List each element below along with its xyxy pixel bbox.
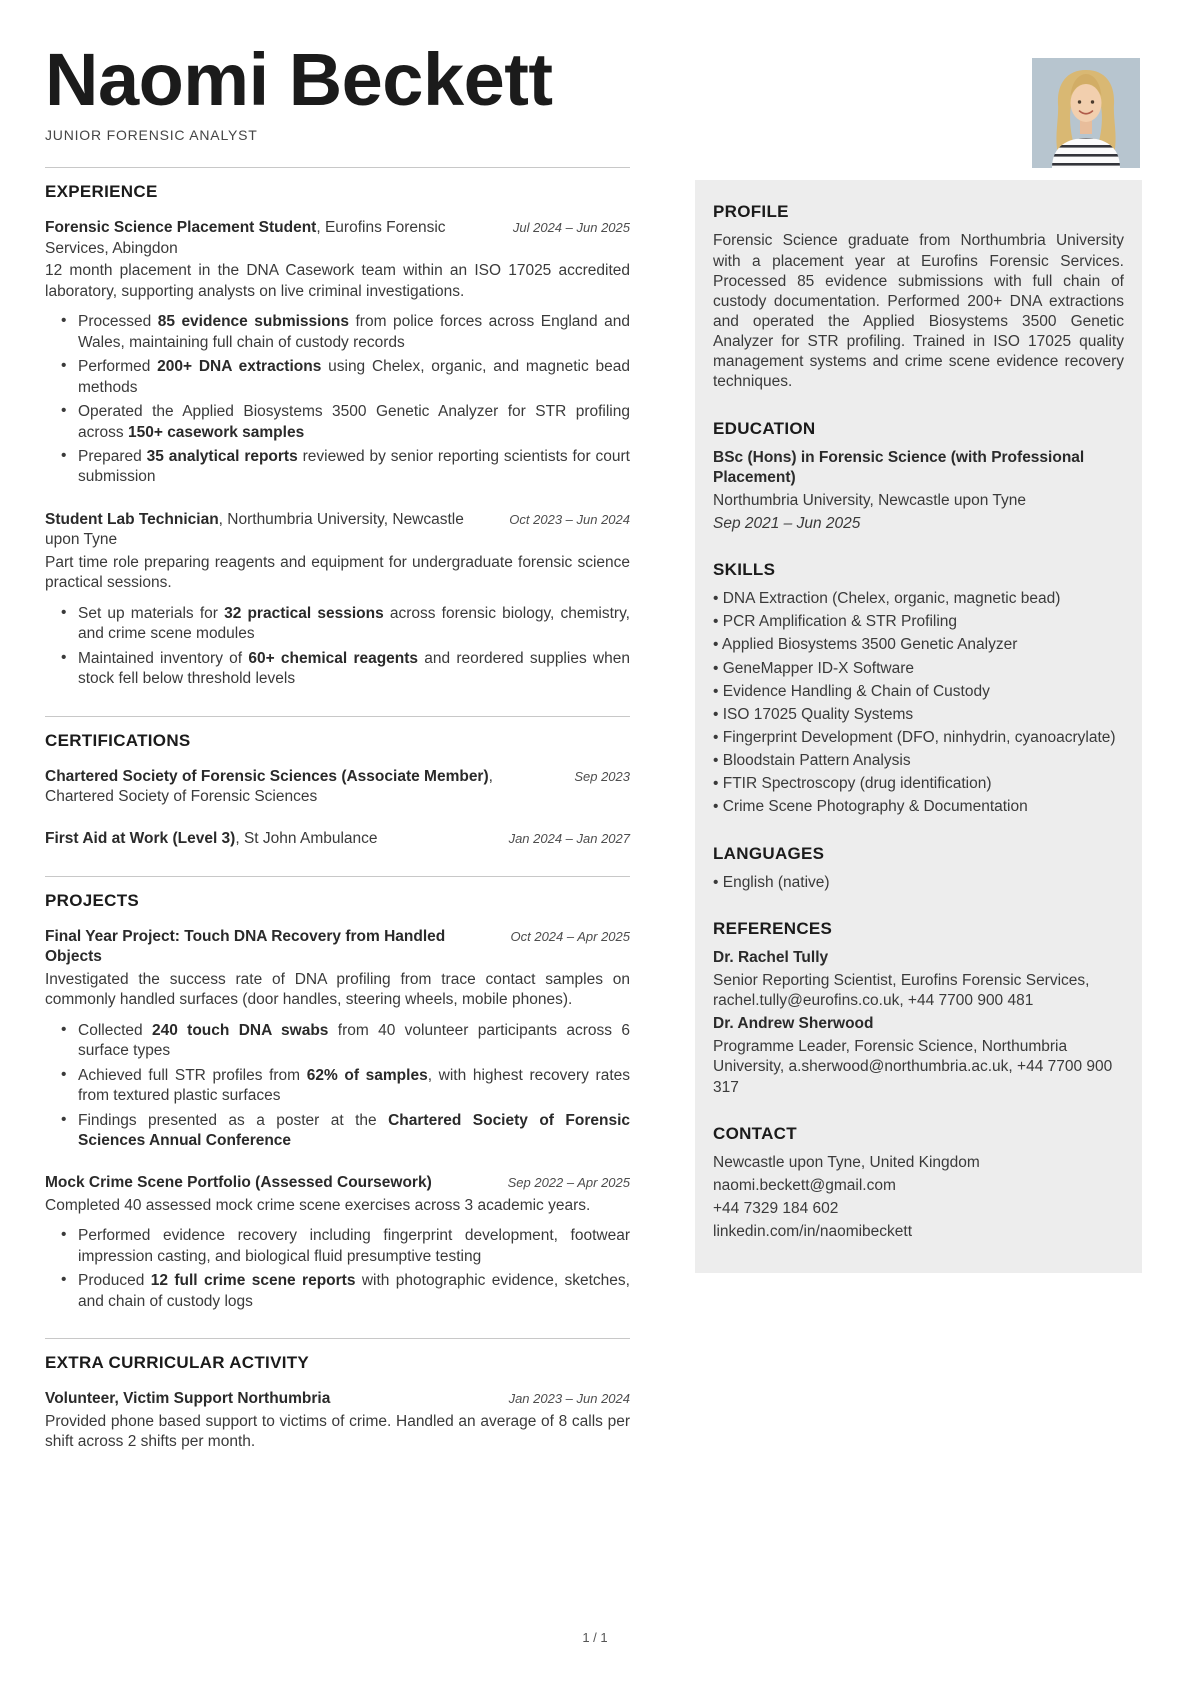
- sidebar-section-references: [713, 919, 1124, 1098]
- bullet-item: [45, 312, 630, 353]
- sidebar-text: BSc (Hons) in Forensic Science (with Professional Placement): [713, 448, 1085, 486]
- portrait-illustration: [1032, 58, 1140, 168]
- bullet-item: [45, 1111, 630, 1152]
- bullet-marker: •: [61, 1020, 67, 1038]
- sidebar-text: Programme Leader, Forensic Science, Northumbria University, a.sherwood@northumbria.ac.uk, +44 7700 900 317: [713, 1038, 1113, 1096]
- entry-header: [45, 829, 630, 849]
- section-heading: CERTIFICATIONS: [45, 730, 191, 750]
- bullet-text: Performed 200+ DNA extractions using Chelex, organic, and magnetic bead methods: [78, 358, 631, 396]
- bullet-marker: •: [61, 648, 67, 666]
- entry: [45, 1173, 630, 1312]
- sidebar-heading: SKILLS: [713, 560, 776, 580]
- bullet-marker: •: [61, 603, 67, 621]
- bullet-item: [45, 447, 630, 488]
- entry: [45, 1389, 630, 1452]
- bullet-marker: •: [61, 447, 67, 464]
- section-divider: [45, 876, 630, 877]
- sidebar-heading: PROFILE: [713, 202, 789, 222]
- entry-date: Oct 2024 – Apr 2025: [510, 928, 630, 944]
- list-item: • ISO 17025 Quality Systems: [713, 705, 914, 723]
- list-item: • Crime Scene Photography & Documentation: [713, 798, 1028, 816]
- page-footer: [0, 1630, 1190, 1645]
- sidebar-section-languages: [713, 844, 1124, 893]
- sidebar-section-education: [713, 419, 1124, 535]
- bullet-item: [45, 649, 630, 690]
- section-experience: [45, 167, 630, 689]
- bullet-marker: •: [61, 312, 67, 330]
- section-extra-curricular-activity: [45, 1338, 630, 1452]
- bullet-marker: •: [61, 357, 67, 375]
- bullet-item: [45, 1271, 630, 1312]
- bullet-text: Set up materials for 32 practical sessions across forensic biology, chemistry, and crime scene modules: [78, 604, 630, 643]
- entry-date: Jan 2023 – Jun 2024: [508, 1391, 630, 1407]
- sidebar-text: Forensic Science graduate from Northumbria University with a placement year at Eurofins Forensic Services. Processed 85 evidence submissions with full chain of custody documentation. Performed 200+ DNA extractions and operated the Applied Biosystems 3500 Genetic Analyzer for STR profiling. Trained in ISO 17025 quality management systems and crime scene evidence recovery techniques.: [713, 232, 1124, 391]
- bullet-list: [45, 604, 630, 690]
- bullet-marker: •: [61, 402, 67, 420]
- section-projects: [45, 876, 630, 1312]
- entry-title: Mock Crime Scene Portfolio (Assessed Coursework): [45, 1174, 432, 1192]
- sidebar-section-profile: [713, 202, 1124, 392]
- list-item: • English (native): [713, 873, 830, 891]
- person-name: Naomi Beckett: [45, 38, 553, 121]
- bullet-item: [45, 1066, 630, 1107]
- profile-photo: [1032, 58, 1140, 168]
- sidebar-heading: REFERENCES: [713, 918, 833, 938]
- entry-title: Chartered Society of Forensic Sciences (Associate Member), Chartered Society of Forensic Sciences: [45, 767, 493, 805]
- entry-title: Student Lab Technician, Northumbria University, Newcastle upon Tyne: [45, 510, 464, 549]
- sidebar-text: Northumbria University, Newcastle upon Tyne: [713, 491, 1027, 509]
- sidebar-heading: LANGUAGES: [713, 843, 825, 863]
- entry-title: First Aid at Work (Level 3), St John Ambulance: [45, 830, 378, 848]
- entry-title: Forensic Science Placement Student, Eurofins Forensic Services, Abingdon: [45, 219, 446, 257]
- entry-title: Final Year Project: Touch DNA Recovery from Handled Objects: [45, 927, 446, 966]
- list-item: • PCR Amplification & STR Profiling: [713, 613, 958, 631]
- bullet-marker: •: [61, 1110, 67, 1128]
- bullet-marker: •: [61, 1271, 67, 1289]
- entry-date: Sep 2023: [574, 768, 630, 784]
- bullet-item: [45, 402, 630, 443]
- sidebar-heading: CONTACT: [713, 1123, 797, 1143]
- list-item: • DNA Extraction (Chelex, organic, magnetic bead): [713, 590, 1061, 608]
- list-item: • Fingerprint Development (DFO, ninhydrin, cyanoacrylate): [713, 729, 1116, 746]
- sidebar-heading: EDUCATION: [713, 418, 816, 438]
- entry-date: Jul 2024 – Jun 2025: [512, 220, 630, 236]
- job-title: JUNIOR FORENSIC ANALYST: [45, 127, 258, 144]
- sidebar: [695, 180, 1142, 1273]
- bullet-text: Collected 240 touch DNA swabs from 40 volunteer participants across 6 surface types: [78, 1021, 630, 1060]
- entry-header: [45, 927, 630, 968]
- bullet-text: Maintained inventory of 60+ chemical reagents and reordered supplies when stock fell below threshold levels: [78, 649, 630, 688]
- list-item: • FTIR Spectroscopy (drug identification): [713, 775, 992, 793]
- entry: [45, 829, 630, 849]
- entry: [45, 218, 630, 487]
- sidebar-section-skills: [713, 560, 1124, 817]
- sidebar-section-contact: [713, 1124, 1124, 1243]
- sidebar-text: linkedin.com/in/naomibeckett: [713, 1223, 913, 1241]
- bullet-text: Operated the Applied Biosystems 3500 Genetic Analyzer for STR profiling across 150+ casework samples: [78, 403, 630, 441]
- section-divider: [45, 716, 630, 717]
- content-columns: [0, 167, 1190, 1478]
- bullet-list: [45, 1226, 630, 1312]
- entry-header: [45, 767, 630, 808]
- entry-summary: Completed 40 assessed mock crime scene exercises across 3 academic years.: [45, 1196, 591, 1214]
- entry-title: Volunteer, Victim Support Northumbria: [45, 1390, 331, 1408]
- list-item: • Bloodstain Pattern Analysis: [713, 752, 911, 770]
- bullet-text: Achieved full STR profiles from 62% of samples, with highest recovery rates from textured plastic surfaces: [78, 1066, 630, 1105]
- section-heading: EXTRA CURRICULAR ACTIVITY: [45, 1353, 310, 1373]
- sidebar-text: Dr. Andrew Sherwood: [713, 1015, 874, 1033]
- bullet-text: Processed 85 evidence submissions from police forces across England and Wales, maintaining full chain of custody records: [78, 313, 630, 351]
- entry-date: Sep 2022 – Apr 2025: [507, 1175, 630, 1191]
- entry-header: [45, 218, 630, 259]
- list-item: • Evidence Handling & Chain of Custody: [713, 682, 990, 700]
- bullet-text: Performed evidence recovery including fingerprint development, footwear impression casting, and biological fluid presumptive testing: [78, 1227, 630, 1265]
- bullet-marker: •: [61, 1226, 67, 1244]
- entry-header: [45, 510, 630, 551]
- entry: [45, 510, 630, 690]
- entry: [45, 927, 630, 1152]
- bullet-text: Findings presented as a poster at the Chartered Society of Forensic Sciences Annual Conference: [78, 1111, 630, 1149]
- main-column: [45, 167, 630, 1478]
- list-item: • Applied Biosystems 3500 Genetic Analyzer: [713, 636, 1018, 654]
- entry-summary: Investigated the success rate of DNA profiling from trace contact samples on commonly handled surfaces (door handles, steering wheels, mobile phones).: [45, 970, 630, 1009]
- entry-header: [45, 1173, 630, 1193]
- section-certifications: [45, 716, 630, 850]
- bullet-marker: •: [61, 1065, 67, 1083]
- entry-date: Jan 2024 – Jan 2027: [508, 831, 630, 847]
- list-item: • GeneMapper ID-X Software: [713, 659, 914, 677]
- bullet-text: Produced 12 full crime scene reports with photographic evidence, sketches, and chain of custody logs: [78, 1272, 630, 1310]
- entry-summary: Part time role preparing reagents and equipment for undergraduate forensic science practical sessions.: [45, 553, 630, 592]
- section-heading: PROJECTS: [45, 890, 140, 910]
- section-divider: [45, 167, 630, 168]
- entry-summary: Provided phone based support to victims of crime. Handled an average of 8 calls per shift across 2 shifts per month.: [45, 1412, 630, 1451]
- bullet-item: [45, 1226, 630, 1267]
- sidebar-text: +44 7329 184 602: [713, 1199, 839, 1217]
- sidebar-text: Sep 2021 – Jun 2025: [713, 515, 861, 533]
- sidebar-text: Newcastle upon Tyne, United Kingdom: [713, 1153, 980, 1171]
- sidebar-text: naomi.beckett@gmail.com: [713, 1176, 896, 1194]
- bullet-text: Prepared 35 analytical reports reviewed by senior reporting scientists for court submission: [78, 448, 630, 486]
- entry: [45, 767, 630, 808]
- bullet-item: [45, 1021, 630, 1062]
- bullet-list: [45, 1021, 630, 1152]
- sidebar-text: Dr. Rachel Tully: [713, 948, 829, 966]
- bullet-item: [45, 604, 630, 645]
- entry-date: Oct 2023 – Jun 2024: [509, 511, 630, 527]
- entry-summary: 12 month placement in the DNA Casework team within an ISO 17025 accredited laboratory, supporting analysts on live criminal investigations.: [45, 262, 630, 300]
- entry-header: [45, 1389, 630, 1409]
- section-divider: [45, 1338, 630, 1339]
- header: [0, 0, 1190, 143]
- sidebar-text: Senior Reporting Scientist, Eurofins Forensic Services, rachel.tully@eurofins.co.uk, +44 7700 900 481: [713, 971, 1090, 1009]
- bullet-item: [45, 357, 630, 398]
- bullet-list: [45, 312, 630, 488]
- page-number: 1 / 1: [582, 1630, 608, 1645]
- section-heading: EXPERIENCE: [45, 182, 158, 202]
